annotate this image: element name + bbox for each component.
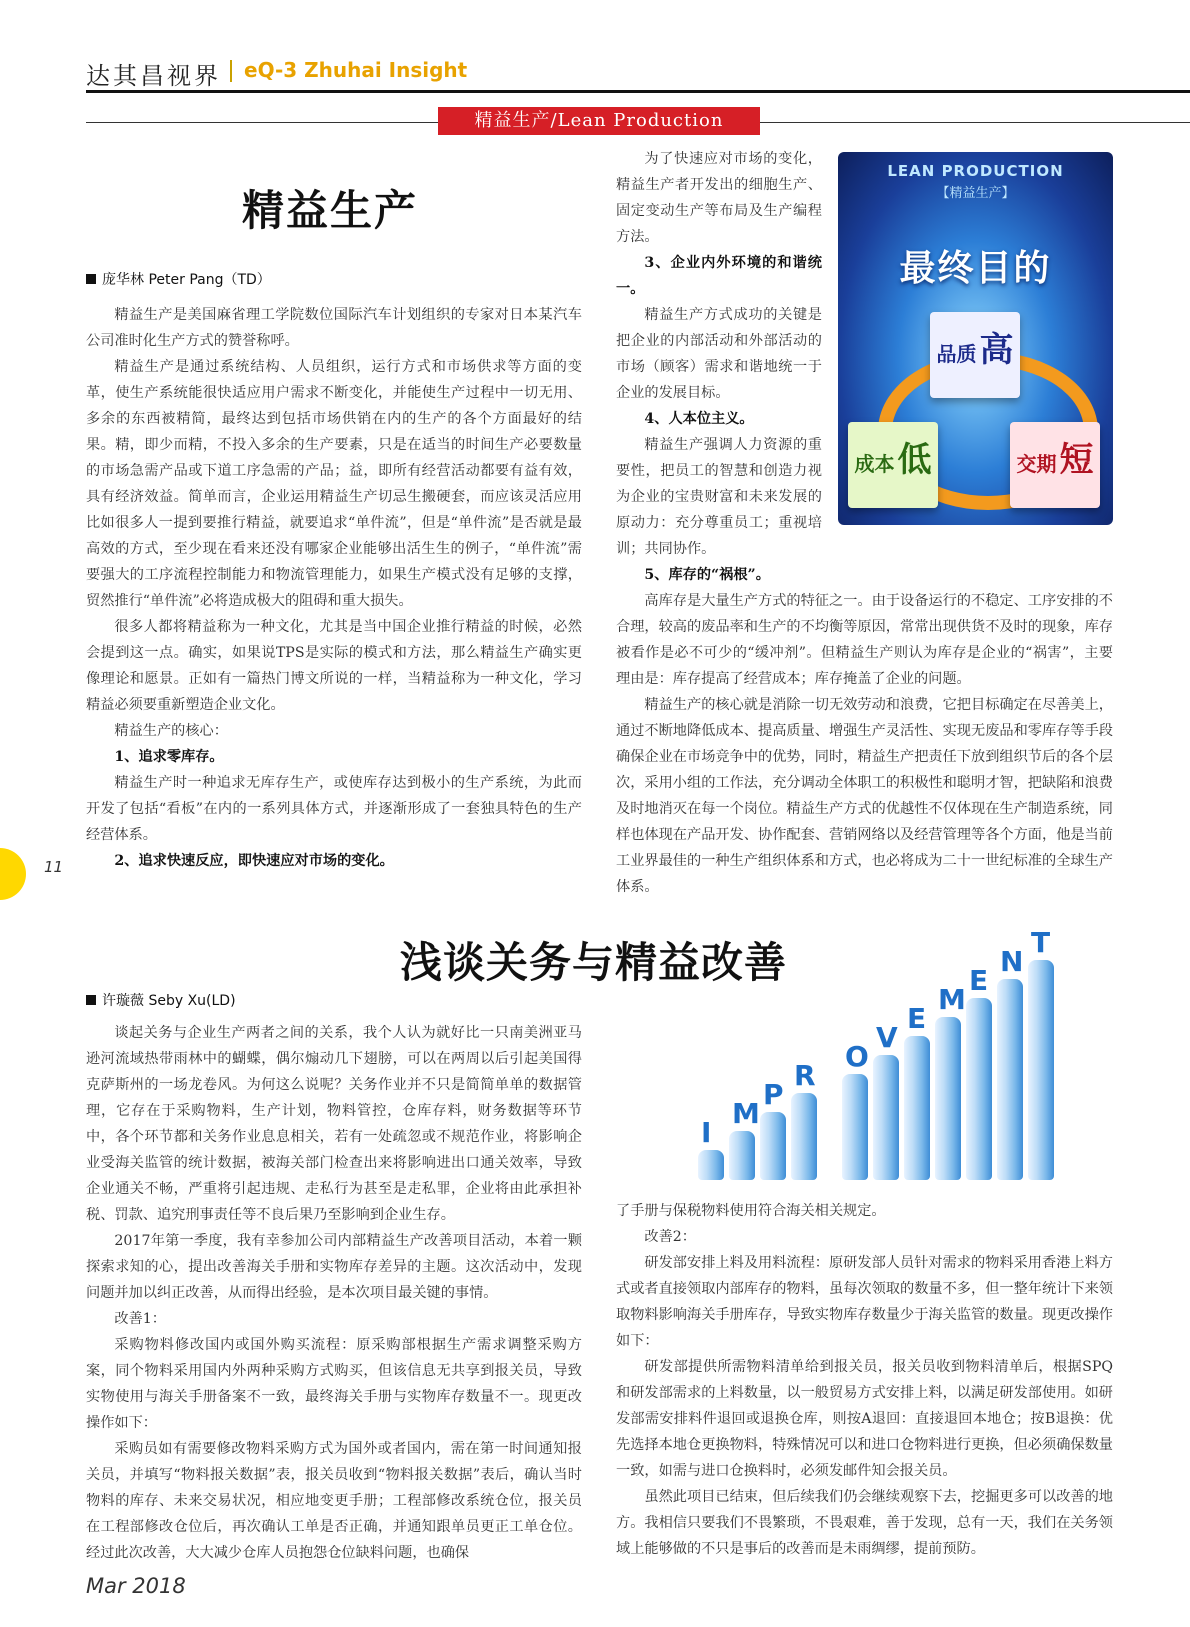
paragraph: 2017年第一季度，我有幸参加公司内部精益生产改善项目活动，本着一颗探索求知的心，提出改善海关手册和实物库存差异的主题。这次活动中，发现问题并加以纠正改善，从而得出经验，是本次项目最关键的事情。: [86, 1233, 582, 1301]
paragraph: 精益生产的核心：: [114, 723, 228, 739]
delivery-cube-big: 短: [1059, 440, 1094, 480]
lean-production-image: [838, 152, 1113, 525]
improvement-letter: M: [732, 1097, 760, 1130]
lean-image-goal: 最终目的: [899, 248, 1052, 289]
section-heading: 1、追求零库存。: [114, 749, 224, 765]
issue-date: Mar 2018: [86, 1574, 186, 1598]
paragraph: 高库存是大量生产方式的特征之一。由于设备运行的不稳定、工序安排的不合理，较高的废品率和生产的不均衡等原因，常常出现供货不及时的现象，库存被看作是必不可少的“缓冲剂”。但精益生产则认为库存是企业的“祸害”，主要理由是：库存提高了经营成本；库存掩盖了企业的问题。: [616, 593, 1113, 687]
quality-cube-label: 品质: [936, 342, 977, 366]
improvement-bar: [904, 1036, 930, 1180]
cost-cube-label: 成本: [854, 452, 895, 476]
paragraph: 研发部安排上料及用料流程：原研发部人员针对需求的物料采用香港上料方式或者直接领取内部库存的物料，虽每次领取的数量不多，但一整年统计下来领取物料影响海关手册库存，导致实物库存数量少于海关监管的数量。现更改操作如下：: [616, 1255, 1113, 1349]
article1-right-column: [616, 588, 1113, 900]
improvement-bar: [729, 1131, 755, 1180]
improvement-letter: T: [1031, 926, 1051, 959]
paragraph: 精益生产方式成功的关键是把企业的内部活动和外部活动的市场（顾客）需求和谐地统一于企业的发展目标。: [616, 307, 822, 401]
paragraph: 了手册与保税物料使用符合海关相关规定。: [616, 1203, 886, 1219]
byline-square-icon: [86, 995, 96, 1005]
delivery-cube-label: 交期: [1016, 452, 1057, 476]
header-rule: [86, 90, 1190, 93]
cost-cube: [848, 422, 938, 508]
paragraph: 采购物料修改国内或国外购买流程：原采购部根据生产需求调整采购方案，同个物料采用国内外两种采购方式购买，但该信息无共享到报关员，导致实物使用与海关手册备案不一致，最终海关手册与实物库存数量不一。现更改操作如下：: [86, 1337, 582, 1431]
paragraph: 精益生产是通过系统结构、人员组织，运行方式和市场供求等方面的变革，使生产系统能很快适应用户需求不断变化，并能使生产过程中一切无用、多余的东西被精简，最终达到包括市场供销在内的生产的各个方面最好的结果。精，即少而精，不投入多余的生产要素，只是在适当的时间生产必要数量的市场急需产品或下道工序急需的产品；益，即所有经营活动都要有益有效，具有经济效益。简单而言，企业运用精益生产切忌生搬硬套，而应该灵活应用比如很多人一提到要推行精益，就要追求“单件流”，但是“单件流”是否就是最高效的方式，至少现在看来还没有哪家企业能够出活生生的例子，“单件流”需要强大的工序流程控制能力和物流管理能力，如果生产模式没有足够的支撑，贸然推行“单件流”必将造成极大的阻碍和重大损失。: [86, 359, 582, 609]
improvement-letter: V: [876, 1021, 898, 1054]
paragraph: 为了快速应对市场的变化，精益生产者开发出的细胞生产、固定变动生产等布局及生产编程方法。: [616, 151, 822, 245]
paragraph: 采购员如有需要修改物料采购方式为国外或者国内，需在第一时间通知报关员，并填写“物料报关数据”表，报关员收到“物料报关数据”表后，确认当时物料的库存、未来交易状况，相应地变更手册；工程部修改系统仓位，报关员在工程部修改仓位后，再次确认工单是否正确，并通知跟单员更正工单仓位。经过此次改善，大大减少仓库人员抱怨仓位缺料问题，也确保: [86, 1441, 582, 1561]
magazine-title-cn: 达其昌视界: [86, 62, 221, 90]
improvement-image: [690, 926, 1110, 1192]
cost-cube-big: 低: [897, 440, 932, 480]
improvement-bar: [1028, 960, 1054, 1180]
article1-left-column: [86, 302, 582, 874]
improvement-bar: [935, 1017, 961, 1180]
lean-image-subtitle: 【精益生产】: [936, 186, 1015, 201]
improvement-letter: E: [969, 964, 989, 997]
section-heading: 2、追求快速反应，即快速应对市场的变化。: [114, 853, 394, 869]
improvement-bar: [842, 1074, 868, 1180]
improvement-letter: O: [845, 1040, 869, 1073]
improvement-bar: [997, 979, 1023, 1180]
improvement-bar: [698, 1150, 724, 1180]
improvement-bar: [966, 998, 992, 1180]
article2-author: 许璇薇 Seby Xu(LD): [102, 993, 236, 1009]
paragraph: 改善1：: [114, 1311, 166, 1327]
byline-square-icon: [86, 274, 96, 284]
paragraph: 谈起关务与企业生产两者之间的关系，我个人认为就好比一只南美洲亚马逊河流域热带雨林中的蝴蝶，偶尔煽动几下翅膀，可以在两周以后引起美国得克萨斯州的一场龙卷风。为何这么说呢？关务作业并不只是简简单单的数据管理，它存在于采购物料，生产计划，物料管控，仓库存料，财务数据等环节中，各个环节都和关务作业息息相关，若有一处疏忽或不规范作业，将影响企业受海关监管的统计数据，被海关部门检查出来将影响进出口通关效率，导致企业通关不畅，严重将引起违规、走私行为甚至是走私罪，企业将由此承担补税、罚款、追究刑事责任等不良后果乃至影响到企业生存。: [86, 1025, 582, 1223]
section-heading: 5、库存的“祸根”。: [644, 567, 770, 583]
lean-image-title: LEAN PRODUCTION: [887, 162, 1064, 180]
article2-byline: [86, 990, 236, 1010]
paragraph: 精益生产的核心就是消除一切无效劳动和浪费，它把目标确定在尽善美上，通过不断地降低成本、提高质量、增强生产灵活性、实现无废品和零库存等手段确保企业在市场竞争中的优势，同时，精益生产把责任下放到组织节后的各个层次，采用小组的工作法，充分调动全体职工的积极性和聪明才智，把缺陷和浪费及时地消灭在每一个岗位。精益生产方式的优越性不仅体现在生产制造系统，同样也体现在产品开发、协作配套、营销网络以及经营管理等各个方面，他是当前工业界最佳的一种生产组织体系和方式，也必将成为二十一世纪标准的全球生产体系。: [616, 697, 1113, 895]
improvement-letter: N: [1000, 945, 1024, 978]
article1-author: 庞华林 Peter Pang（TD）: [102, 272, 271, 288]
article2-left-column: [86, 1020, 582, 1566]
paragraph: 精益生产时一种追求无库存生产，或使库存达到极小的生产系统，为此而开发了包括“看板”在内的一系列具体方式，并逐渐形成了一套独具特色的生产经营体系。: [86, 775, 582, 843]
improvement-letter: P: [763, 1078, 784, 1111]
magazine-title-en: eQ-3 Zhuhai Insight: [244, 58, 468, 82]
page-number: 11: [44, 858, 64, 876]
paragraph: 精益生产强调人力资源的重要性，把员工的智慧和创造力视为企业的宝贵财富和未来发展的原动力：充分尊重员工；重视培训；共同协作。: [616, 437, 822, 557]
paragraph: 很多人都将精益称为一种文化，尤其是当中国企业推行精益的时候，必然会提到这一点。确实，如果说TPS是实际的模式和方法，那么精益生产确实更像理论和愿景。正如有一篇热门博文所说的一样，当精益称为一种文化，学习精益必须要重新塑造企业文化。: [86, 619, 582, 713]
section-heading: 3、企业内外环境的和谐统一。: [616, 255, 822, 297]
article1-byline: [86, 269, 271, 289]
quality-cube: [930, 312, 1020, 398]
improvement-letter: I: [701, 1116, 712, 1149]
paragraph: 精益生产是美国麻省理工学院数位国际汽车计划组织的专家对日本某汽车公司准时化生产方式的赞誉称呼。: [86, 307, 582, 349]
delivery-cube: [1010, 422, 1100, 508]
page-tab-marker: [0, 848, 26, 900]
section-label: 精益生产/Lean Production: [438, 107, 760, 135]
section-heading: 4、人本位主义。: [644, 411, 754, 427]
header-separator: [230, 60, 232, 82]
improvement-bar: [873, 1055, 899, 1180]
improvement-bar: [760, 1112, 786, 1180]
article1-mid-column: [616, 146, 822, 588]
paragraph: 改善2：: [644, 1229, 696, 1245]
improvement-letter: M: [938, 983, 966, 1016]
paragraph: 虽然此项目已结束，但后续我们仍会继续观察下去，挖掘更多可以改善的地方。我相信只要我们不畏繁琐，不畏艰难，善于发现，总有一天，我们在关务领域上能够做的不只是事后的改善而是未雨绸缪，提前预防。: [616, 1489, 1113, 1557]
paragraph: 研发部提供所需物料清单给到报关员，报关员收到物料清单后，根据SPQ和研发部需求的上料数量，以一般贸易方式安排上料，以满足研发部使用。如研发部需安排料件退回或退换仓库，则按A退回：直接退回本地仓；按B退换：优先选择本地仓更换物料，特殊情况可以和进口仓物料进行更换，但必须确保数量一致，如需与进口仓换料时，必须发邮件知会报关员。: [616, 1359, 1113, 1479]
improvement-letter: E: [907, 1002, 927, 1035]
improvement-bar: [791, 1093, 817, 1180]
article2-title: 浅谈关务与精益改善: [400, 938, 788, 987]
article2-right-column: [616, 1198, 1113, 1562]
improvement-letter: R: [794, 1059, 816, 1092]
article1-title: 精益生产: [242, 186, 419, 235]
quality-cube-big: 高: [979, 330, 1014, 370]
